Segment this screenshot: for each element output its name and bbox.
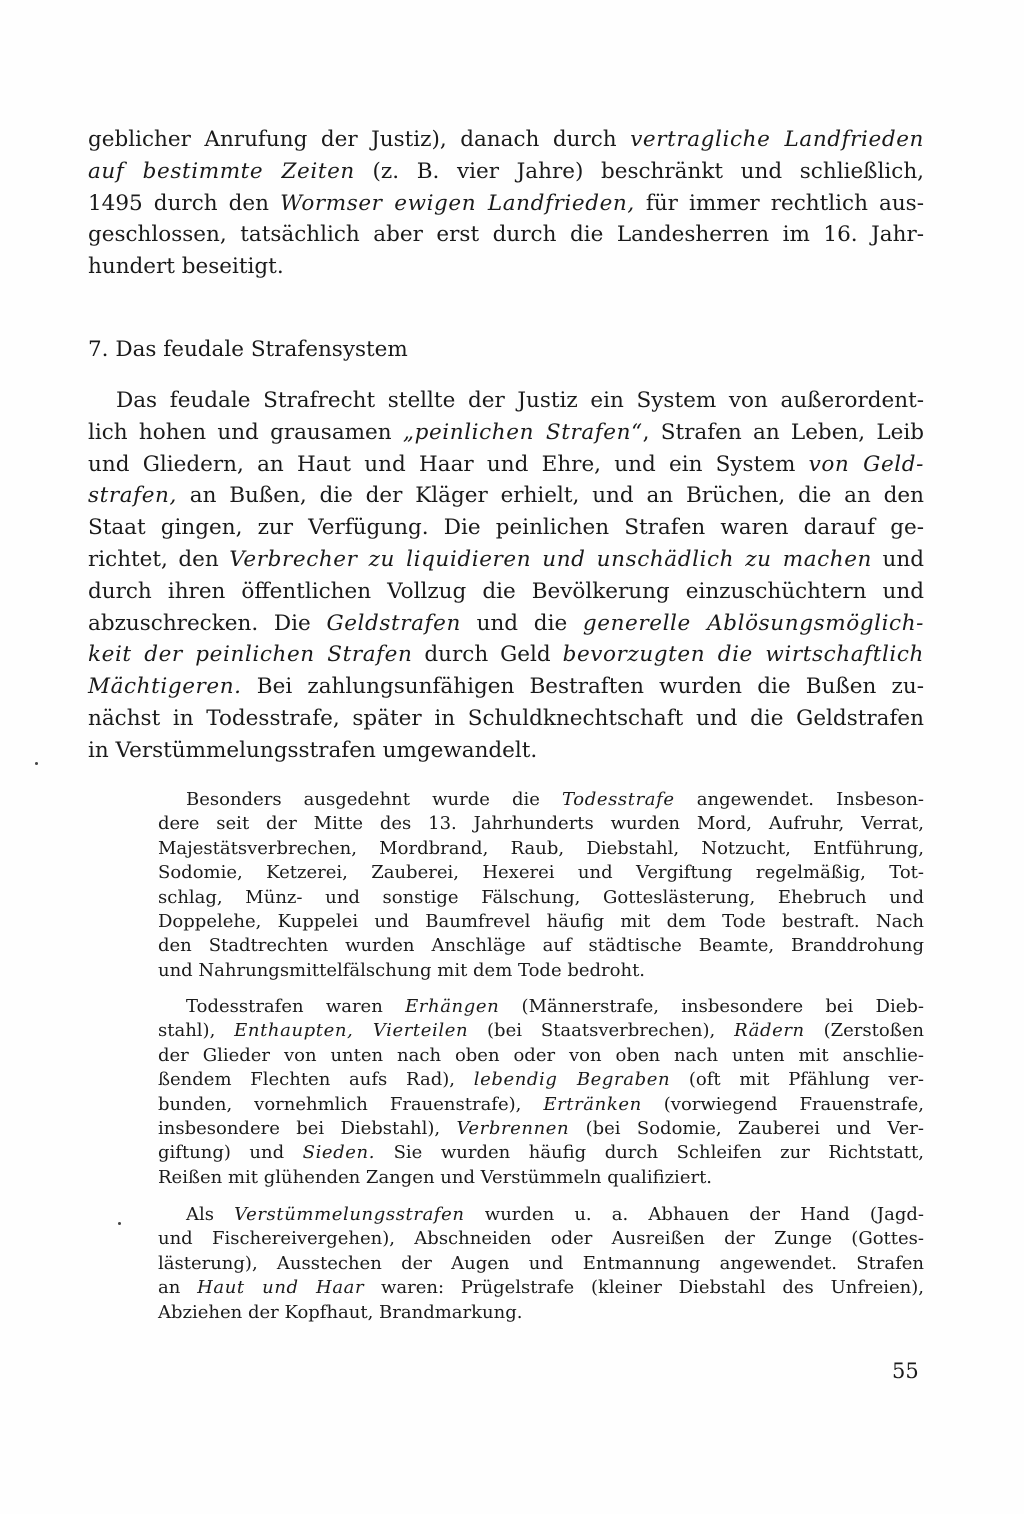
text-run: Bei zahlungsunfähigen Bestraften wurden die Bußen zu- [241,674,924,700]
text-run: an [158,1277,198,1299]
page-number: 55 [892,1359,919,1383]
text-line [88,188,924,220]
text-run: hundert beseitigt. [88,254,284,280]
text-line [158,1044,924,1068]
text-run: ßendem Flechten aufs Rad), [158,1069,474,1091]
text-run: 1495 durch den [88,190,281,216]
text-line [88,639,924,671]
text-line [88,512,924,544]
emphasis: Verbrennen [456,1118,570,1140]
text-line [88,124,924,156]
text-run: Doppelehe, Kuppelei und Baumfrevel häufig mit dem Tode bestraft. Nach [158,911,924,933]
text-line [158,886,924,910]
text-line [88,156,924,188]
text-run: angewendet. Insbeson- [674,789,925,810]
text-line [158,1227,924,1251]
emphasis: strafen, [88,483,177,509]
emphasis: Mächtigeren. [88,674,242,700]
text-line [158,1301,924,1325]
small-paragraph-1 [158,788,924,983]
section-heading: 7. Das feudale Strafensystem [88,337,408,362]
text-run: dere seit der Mitte des 13. Jahrhunderts wurden Mord, Aufruhr, Verrat, [158,813,924,835]
text-run: wurden u. a. Abhauen der Hand (Jagd- [464,1204,924,1225]
section-paragraph [88,385,924,767]
small-paragraph-2 [158,995,924,1190]
text-line [158,1141,924,1165]
emphasis: Ertränken [543,1093,642,1115]
text-run: geblicher Anrufung der Justiz), danach durch [88,127,631,152]
text-run: und Gliedern, an Haut und Haar und Ehre, und ein System [88,451,809,477]
text-line [158,910,924,934]
text-line [158,861,924,885]
emphasis: Sieden. [302,1142,376,1164]
text-run: (Männerstrafe, insbesondere bei Dieb- [499,996,924,1017]
text-line [158,1276,924,1300]
text-line [88,703,924,735]
text-line [88,417,924,449]
text-run: durch Geld [412,642,563,668]
text-run: (bei Staatsverbrechen), [468,1020,735,1042]
text-line [158,1166,924,1190]
text-run: nächst in Todesstrafe, später in Schuldknechtschaft und die Geldstrafen [88,705,924,731]
text-run: Sodomie, Ketzerei, Zauberei, Hexerei und Vergiftung regelmäßig, Tot- [158,862,924,884]
text-run: für immer rechtlich aus- [634,190,924,216]
emphasis: vertragliche Landfrieden [630,127,924,152]
emphasis: auf bestimmte Zeiten [88,158,355,184]
emphasis: Haut und Haar [197,1277,365,1299]
text-line [158,1019,924,1043]
text-run: (z. B. vier Jahre) beschränkt und schließlich, [354,158,925,184]
emphasis: Enthaupten, Vierteilen [234,1020,469,1042]
text-run: durch ihren öffentlichen Vollzug die Bevölkerung einzuschüchtern und [88,578,924,604]
text-line [158,1203,924,1227]
text-run: schlag, Münz- und sonstige Fälschung, Gotteslästerung, Ehebruch und [158,886,924,908]
text-run: (bei Sodomie, Zauberei und Ver- [569,1118,924,1140]
text-line [88,576,924,608]
emphasis: „peinlichen Strafen“ [402,419,643,445]
text-run: geschlossen, tatsächlich aber erst durch die Landesherren im 16. Jahr- [88,222,924,248]
text-run: den Stadtrechten wurden Anschläge auf städtische Beamte, Branddrohung [158,935,924,957]
text-line [158,995,924,1019]
text-run: Abziehen der Kopfhaut, Brandmarkung. [158,1301,523,1323]
text-run: Als [186,1204,235,1225]
text-line [88,251,924,283]
text-line [158,959,924,983]
text-run: (Zerstoßen [804,1020,924,1042]
text-line [158,812,924,836]
text-run: und Fischereivergehen), Abschneiden oder Ausreißen der Zunge (Gottes- [158,1228,924,1250]
text-line [88,219,924,251]
text-run: und [872,546,924,572]
text-line [88,671,924,703]
text-line [88,385,924,417]
emphasis: keit der peinlichen Strafen [88,642,413,668]
text-run: giftung) und [158,1142,303,1164]
small-paragraph-3 [158,1203,924,1325]
emphasis: Verstümmelungsstrafen [234,1204,465,1225]
text-line [158,1068,924,1092]
text-line [158,934,924,958]
text-line [88,449,924,481]
emphasis: Erhängen [405,996,500,1017]
text-line [88,480,924,512]
text-line [158,1252,924,1276]
emphasis: Geldstrafen [326,610,461,636]
text-line [158,1117,924,1141]
text-run: Reißen mit glühenden Zangen und Verstümmeln qualifiziert. [158,1166,713,1188]
emphasis: Wormser ewigen Landfrieden, [280,190,635,216]
text-run: an Bußen, die der Kläger erhielt, und an Brüchen, die an den [176,483,924,509]
text-run: Das feudale Strafrecht stellte der Justiz ein System von außerordent- [116,388,924,413]
text-run: bunden, vornehmlich Frauenstrafe), [158,1093,544,1115]
emphasis: lebendig Begraben [473,1069,671,1091]
text-run: Besonders ausgedehnt wurde die [186,789,563,810]
text-run: insbesondere bei Diebstahl), [158,1118,457,1140]
print-speck [118,1222,121,1225]
text-run: , Strafen an Leben, Leib [642,419,924,445]
emphasis: Todesstrafe [562,789,675,810]
text-run: abzuschrecken. Die [88,610,327,636]
text-run: in Verstümmelungsstrafen umgewandelt. [88,737,538,763]
emphasis: generelle Ablösungsmöglich- [582,610,925,636]
emphasis: von Geld- [808,451,924,477]
text-run: Majestätsverbrechen, Mordbrand, Raub, Diebstahl, Notzucht, Entführung, [158,837,924,859]
emphasis: Verbrecher zu liquidieren und unschädlich zu machen [229,546,873,572]
text-line [158,837,924,861]
text-run: (vorwiegend Frauenstrafe, [641,1093,924,1115]
text-run: Staat gingen, zur Verfügung. Die peinlichen Strafen waren darauf ge- [88,515,924,541]
text-line [158,788,924,812]
text-line [158,1093,924,1117]
emphasis: bevorzugten die wirtschaftlich [562,642,924,668]
emphasis: Rädern [734,1020,805,1042]
text-run: (oft mit Pfählung ver- [670,1069,925,1091]
text-run: Sie wurden häufig durch Schleifen zur Richtstatt, [375,1142,924,1164]
text-run: waren: Prügelstrafe (kleiner Diebstahl des Unfreien), [364,1277,924,1299]
intro-paragraph [88,124,924,283]
text-run: der Glieder von unten nach oben oder von oben nach unten mit anschlie- [158,1044,924,1066]
text-run: richtet, den [88,546,230,572]
text-line [88,735,924,767]
text-run: lästerung), Ausstechen der Augen und Entmannung angewendet. Strafen [158,1252,924,1274]
text-run: lich hohen und grausamen [88,419,403,445]
text-line [88,544,924,576]
text-run: Todesstrafen waren [186,996,406,1017]
text-line [88,608,924,640]
print-speck [35,762,38,765]
text-run: und die [460,610,583,636]
text-run: stahl), [158,1020,235,1042]
text-run: und Nahrungsmittelfälschung mit dem Tode bedroht. [158,959,646,981]
